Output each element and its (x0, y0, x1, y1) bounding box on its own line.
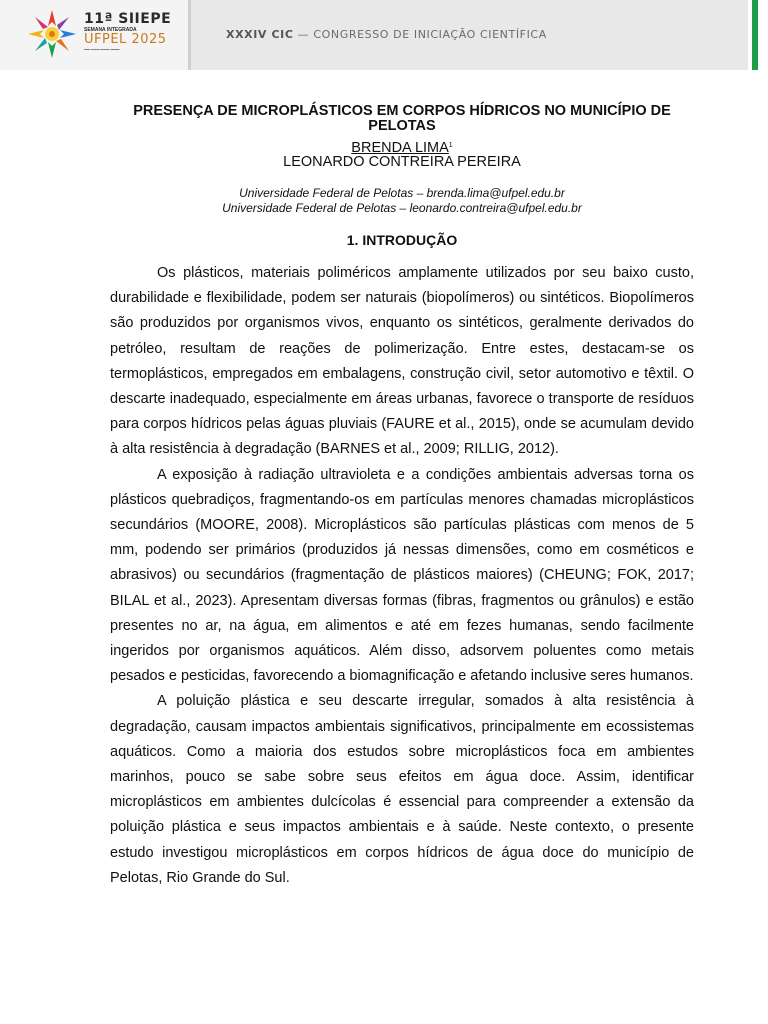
logo-wordmark (84, 12, 184, 51)
author-name: LEONARDO CONTREIRA PEREIRA (283, 154, 521, 170)
banner-divider (188, 0, 191, 70)
affiliation-2: Universidade Federal de Pelotas – leonardo.contreira@ufpel.edu.br (222, 201, 582, 215)
paper-title: PRESENÇA DE MICROPLÁSTICOS EM CORPOS HÍDRICOS NO MUNICÍPIO DE PELOTAS (133, 103, 671, 134)
logo-place: UFPEL 2025 (84, 32, 167, 47)
introduction-body (110, 261, 694, 891)
congress-name: — CONGRESSO DE INICIAÇÃO CIENTÍFICA (297, 28, 547, 41)
logo-fine-print: ▬▬ ▬▬▬ ▬▬▬ ▬▬▬ (84, 47, 120, 51)
paragraph: A exposição à radiação ultravioleta e a condições ambientais adversas torna os plásticos quebradiços, fragmentando-os em partículas menores chamadas microplásticos secundários (MOORE, 2008). Microplásticos são partículas plásticas com menos de 5 mm, podendo ser primários (produzidos já nessas dimensões, como em cosméticos e abrasivos) ou secundários (fragmentação de plásticos maiores) (CHEUNG; FOK, 2017; BILAL et al., 2023). Apresentam diversas formas (fibras, fragmentos ou grânulos) e estão presentes no ar, na água, em alimentos e até em fezes humanas, sendo facilmente ingeridos por organismos aquáticos. Além disso, adsorvem poluentes como metais pesados e pesticidas, favorecendo a biomagnificação e afetando inclusive seres humanos. (110, 466, 694, 685)
green-accent-bar (748, 0, 768, 70)
siiepe-star-logo-icon (26, 8, 78, 60)
section-heading: 1. INTRODUÇÃO (346, 232, 458, 248)
author-secondary (110, 154, 694, 170)
author-footnote-mark: 1 (448, 142, 453, 149)
affiliation-1: Universidade Federal de Pelotas – brenda.lima@ufpel.edu.br (239, 186, 565, 200)
paragraph: Os plásticos, materiais poliméricos amplamente utilizados por seu baixo custo, durabilidade e flexibilidade, podem ser naturais (biopolímeros) ou sintéticos. Biopolímeros são produzidos por organismos vivos, enquanto os sintéticos, geralmente derivados do petróleo, resultam de reações de polimerização. Entre estes, destacam-se os termoplásticos, empregados em embalagens, construção civil, setor automotivo e têxtil. O descarte inadequado, especialmente em áreas urbanas, favorece o transporte de resíduos para corpos hídricos pelas águas pluviais (FAURE et al., 2015), onde se acumulam devido à alta resistência à degradação (BARNES et al., 2009; RILLIG, 2012). (110, 265, 694, 458)
logo-edition: 11ª SIIEPE (84, 11, 172, 27)
logo-subtitle: SEMANA INTEGRADA (84, 27, 137, 33)
header-banner (0, 0, 768, 70)
paragraph: A poluição plástica e seu descarte irregular, somados à alta resistência à degradação, causam impactos ambientais significativos, principalmente em ecossistemas aquáticos. Como a maioria dos estudos sobre microplásticos foca em ambientes marinhos, pouco se sabe sobre seus efeitos em água doce. Assim, identificar microplásticos em ambientes dulcícolas é essencial para compreender a extensão da poluição plástica e seus impactos ambientais e à saúde. Neste contexto, o presente estudo investigou microplásticos em corpos hídricos de água doce do município de Pelotas, Rio Grande do Sul. (110, 693, 694, 886)
congress-code: XXXIV CIC (226, 28, 294, 41)
logo-panel (0, 0, 190, 70)
congress-title (226, 28, 547, 41)
author-name: BRENDA LIMA (351, 140, 449, 156)
